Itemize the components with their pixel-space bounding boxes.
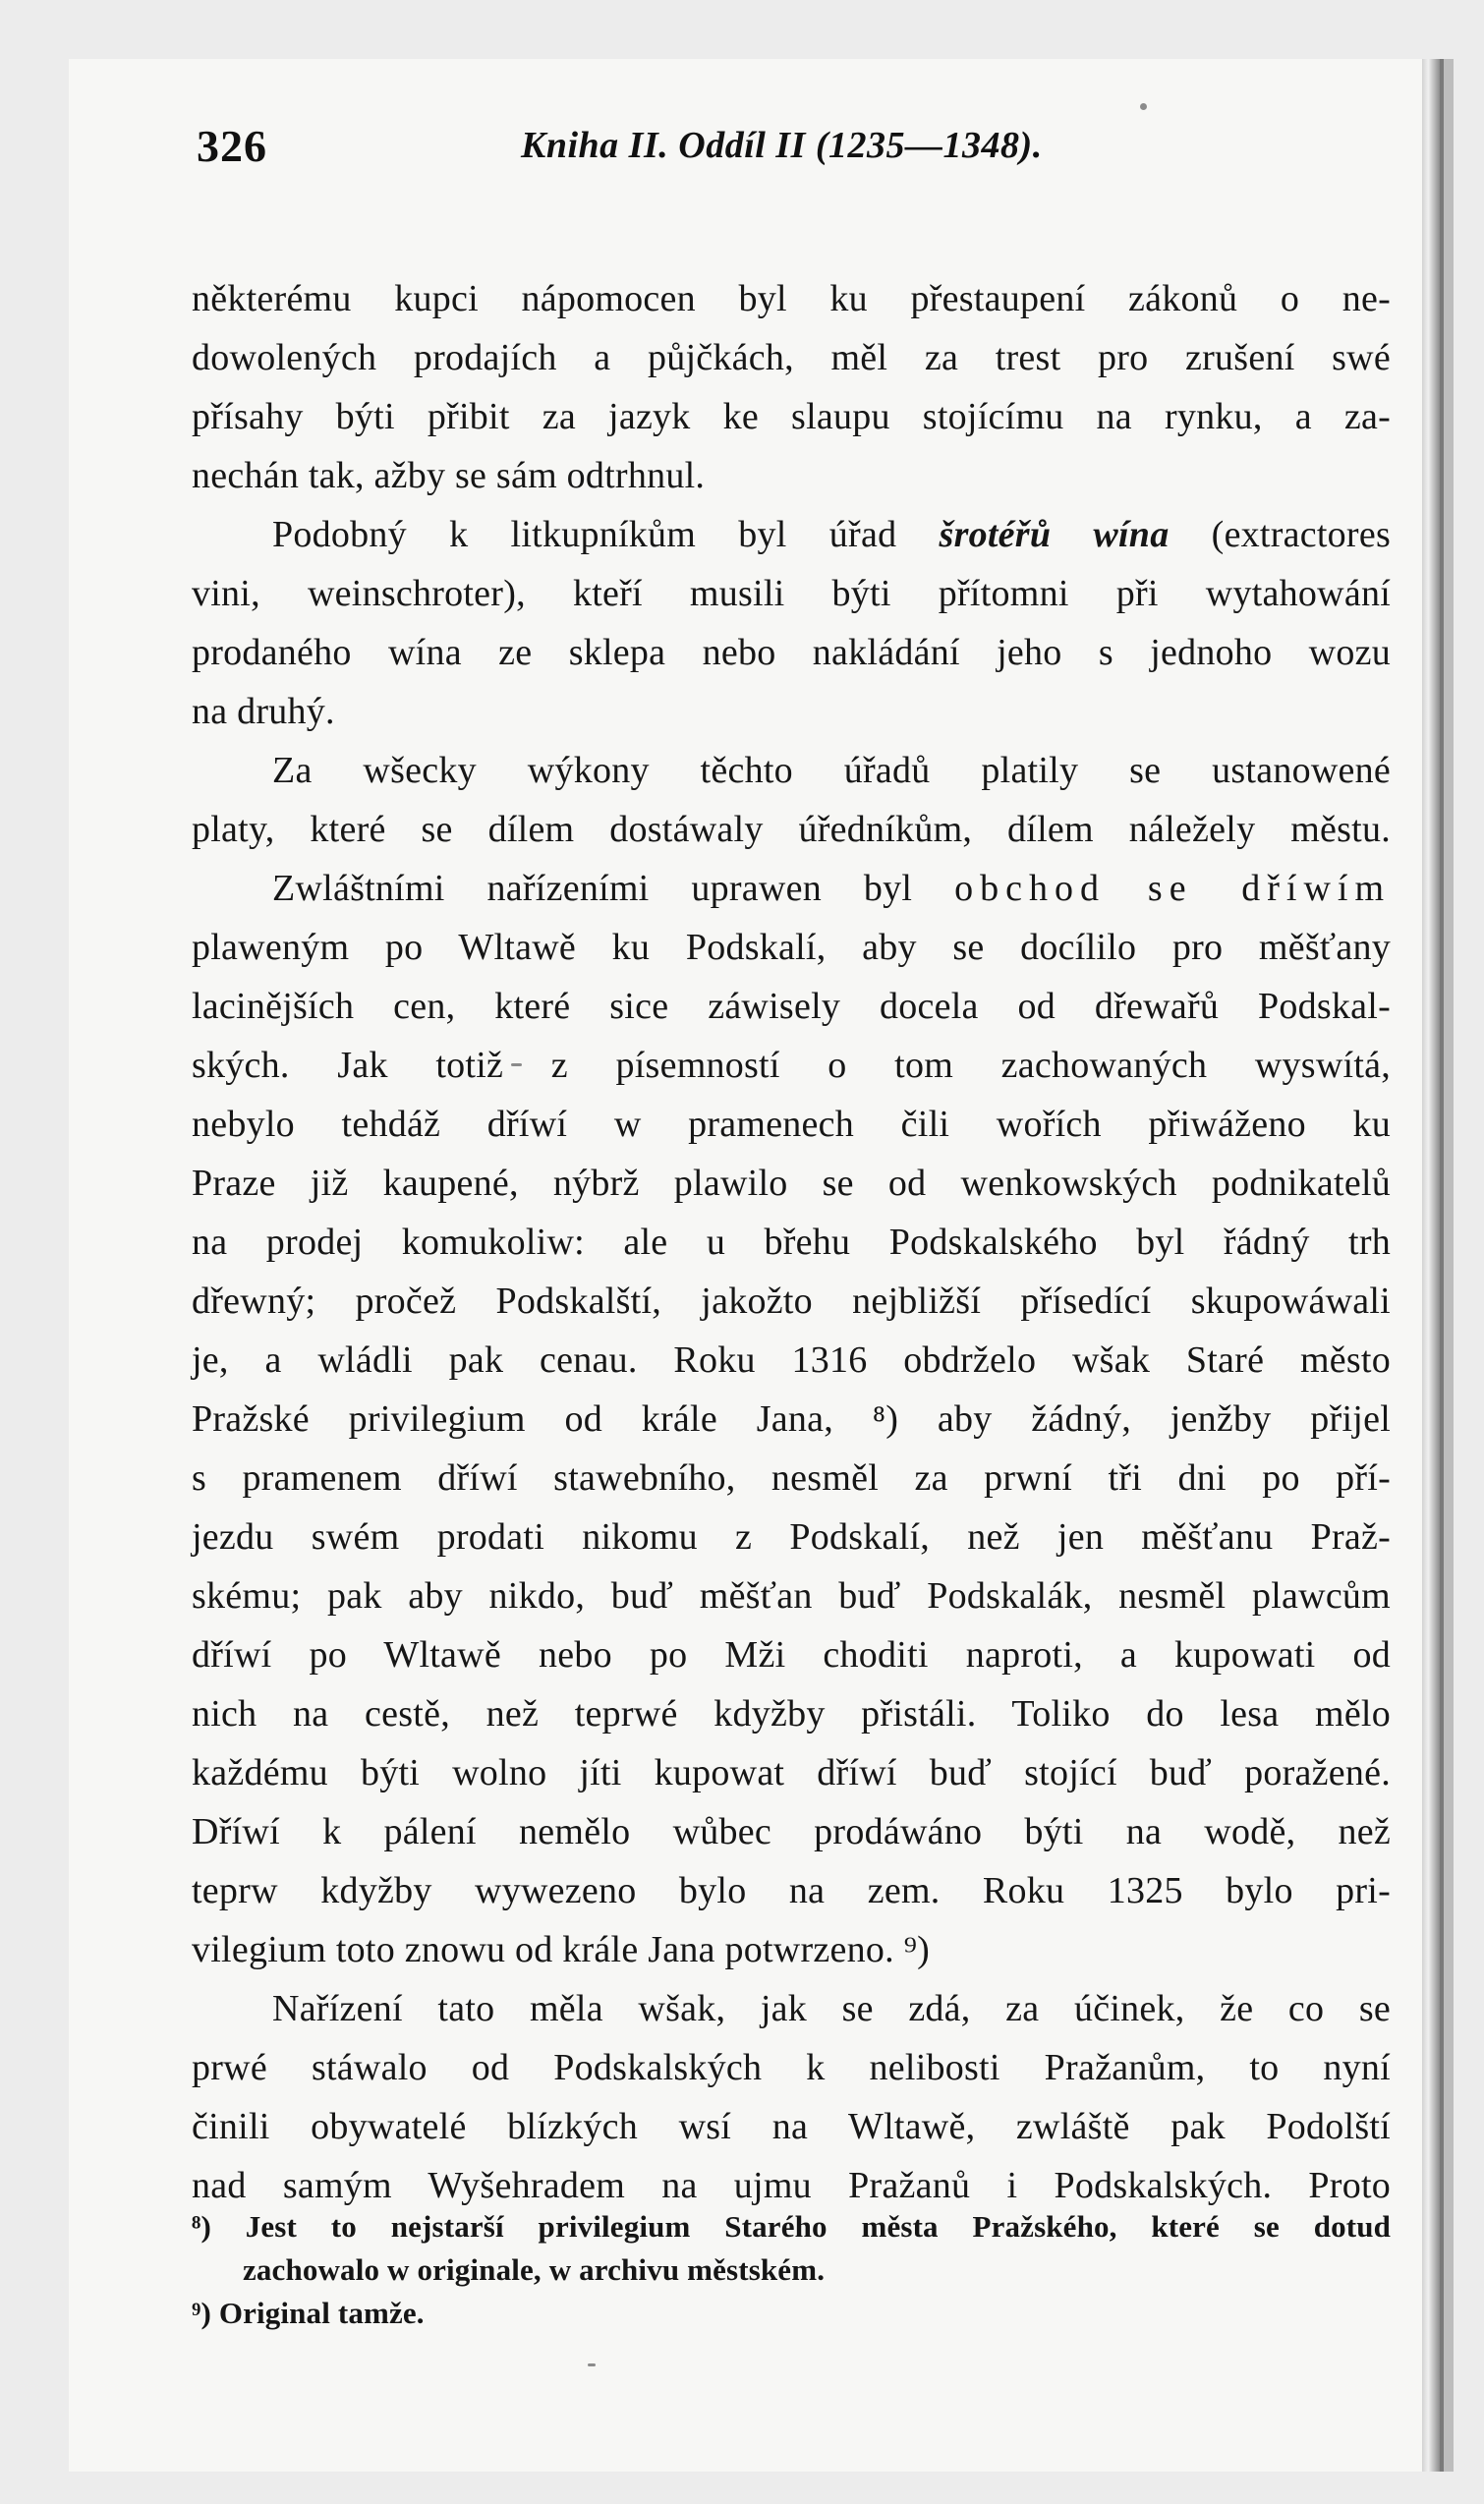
scan-speck	[588, 2363, 596, 2366]
text-line: Dříwí k pálení nemělo wůbec prodáwáno býti na wodě, než	[192, 1811, 1391, 1852]
text-line	[192, 859, 1391, 918]
text-line: nebylo tehdáž dříwí w pramenech čili wořích přiwáženo ku	[192, 1104, 1391, 1145]
text-line: některému kupci nápomocen byl ku přestaupení zákonů o ne-	[192, 278, 1391, 319]
footnote-line: zachowalo w originale, w archivu městském.	[243, 2252, 826, 2287]
emphasized-term: šrotéřů wína	[939, 514, 1170, 555]
text-line: je, a wládli pak cenau. Roku 1316 obdrželo wšak Staré město	[192, 1339, 1391, 1381]
text-line: s pramenem dříwí stawebního, nesměl za prwní tři dni po pří-	[192, 1457, 1391, 1499]
text-line: platy, které se dílem dostáwaly úředníkům, dílem náležely městu.	[192, 809, 1391, 850]
page-header	[197, 120, 1150, 189]
footnotes	[192, 2205, 1391, 2335]
text-line: teprw kdyžby wywezeno bylo na zem. Roku 1325 bylo pri-	[192, 1870, 1391, 1911]
footnote-line: ⁹) Original tamže.	[192, 2296, 425, 2330]
text-line: každému býti wolno jíti kupowat dříwí buď stojící buď poražené.	[192, 1752, 1391, 1793]
spaced-term: se dříwím	[1147, 868, 1392, 909]
text-line: lacinějších cen, které sice záwisely docela od dřewařů Podskal-	[192, 986, 1391, 1027]
running-head: Kniha II. Oddíl II (1235—1348).	[521, 125, 1043, 166]
text-line: Praze již kaupené, nýbrž plawilo se od wenkowských podnikatelů	[192, 1163, 1391, 1204]
text-line: dříwí po Wltawě nebo po Mži choditi naproti, a kupowati od	[192, 1634, 1391, 1676]
text-line: přísahy býti přibit za jazyk ke slaupu stojícímu na rynku, a za-	[192, 396, 1391, 437]
text-line: Za wšecky wýkony těchto úřadů platily se ustanowené	[272, 750, 1391, 791]
text-line: plaweným po Wltawě ku Podskalí, aby se docílilo pro měšťany	[192, 927, 1391, 968]
text-line: nechán tak, ažby se sám odtrhnul.	[192, 455, 706, 496]
text-line: prodaného wína ze sklepa nebo nakládání jeho s jednoho wozu	[192, 632, 1391, 673]
text-line: dřewný; pročež Podskalští, jakožto nejbližší přísedící skupowáwali	[192, 1280, 1391, 1322]
scan-speck	[1140, 103, 1147, 110]
text-line: skému; pak aby nikdo, buď měšťan buď Podskalák, nesměl plawcům	[192, 1575, 1391, 1617]
text-line	[192, 505, 1391, 564]
text-line: jezdu swém prodati nikomu z Podskalí, než jen měšťanu Praž-	[192, 1516, 1391, 1558]
text-line: prwé stáwalo od Podskalských k nelibosti Pražanům, to nyní	[192, 2047, 1391, 2088]
main-text	[192, 269, 1391, 2215]
text-fragment: (extractores	[1169, 514, 1391, 555]
page-edge	[1422, 59, 1440, 2472]
text-line: ských. Jak totiž z písemností o tom zachowaných wyswítá,	[192, 1045, 1391, 1086]
text-fragment: Podobný k litkupníkům byl úřad	[272, 514, 940, 555]
text-line: nich na cestě, než teprwé kdyžby přistáli. Toliko do lesa mělo	[192, 1693, 1391, 1735]
text-fragment	[1106, 868, 1148, 909]
spaced-term: obchod	[954, 868, 1106, 909]
page-number: 326	[197, 121, 267, 171]
text-line: Nařízení tato měla wšak, jak se zdá, za účinek, že co se	[272, 1988, 1391, 2029]
text-line: vini, weinschroter), kteří musili býti přítomni při wytahowání	[192, 573, 1391, 614]
text-line: Pražské privilegium od krále Jana, ⁸) aby žádný, jenžby přijel	[192, 1398, 1391, 1440]
footnote-line: ⁸) Jest to nejstarší privilegium Starého města Pražského, které se dotud	[192, 2209, 1391, 2244]
text-line: dowolených prodajích a půjčkách, měl za trest pro zrušení swé	[192, 337, 1391, 378]
text-line: nad samým Wyšehradem na ujmu Pražanů i Podskalských. Proto	[192, 2165, 1391, 2206]
text-fragment: Zwláštními nařízeními uprawen byl	[272, 868, 955, 909]
text-line: vilegium toto znowu od krále Jana potwrzeno. ⁹)	[192, 1929, 931, 1970]
text-line: na prodej komukoliw: ale u břehu Podskalského byl řádný trh	[192, 1222, 1391, 1263]
text-line: činili obywatelé blízkých wsí na Wltawě, zwláště pak Podolští	[192, 2106, 1391, 2147]
text-line: na druhý.	[192, 691, 335, 732]
